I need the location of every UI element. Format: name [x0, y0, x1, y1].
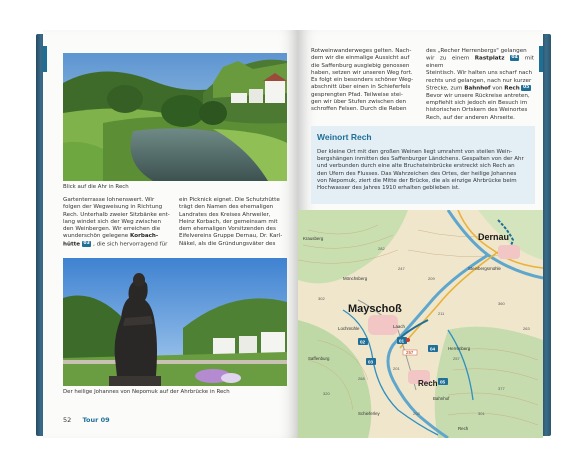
map-waypoint-03: 03	[368, 359, 374, 365]
text-line: Steintisch. Wir halten uns scharf nach	[426, 70, 533, 77]
text-line: Landrates des Kreises Ahrweiler,	[179, 211, 271, 218]
map-elevation: 247	[398, 266, 405, 271]
text-line: und verbunden durch eine alte Bruchsteinbrücke erstreckt sich Rech an	[317, 163, 515, 170]
text-line	[426, 55, 534, 70]
text-line: ein Picknick eignet. Die Schutzhütte	[179, 197, 280, 203]
map-elevation: 263	[523, 326, 530, 331]
waypoint-03-badge: 03	[83, 240, 90, 246]
map-road-257: 257	[406, 350, 414, 355]
map-waypoint-04: 04	[430, 346, 436, 352]
tour-label: Tour 09	[82, 416, 110, 424]
map-label-moenchsberg: Mönchsberg	[343, 276, 368, 281]
text-line	[426, 85, 534, 93]
text-line: Rech, auf der anderen Ahrseite.	[426, 114, 515, 121]
text-line: Gartenterrasse Iohnenswert. Wir	[63, 197, 155, 203]
map-elevation: 302	[318, 296, 325, 301]
info-box-text	[317, 149, 529, 192]
text-line: des „Recher Herrenbergs" gelangen	[426, 48, 527, 54]
text-line: rechts und gelangen, nach nur kurzer	[426, 77, 532, 84]
text-line: die Saffenburg ausgiebig genossen	[311, 62, 410, 69]
text-line: Hochwasser des Jahres 1910 erhalten geblieben ist.	[317, 185, 460, 192]
text-line: den Ufern des Flusses. Das Wahrzeichen des Ortes, der heilige Johannes	[317, 170, 517, 177]
text-line: Bevor wir unsere Rückreise antreten,	[426, 92, 530, 99]
text-line: von Nepomuk, ziert die Mitte der Brücke, die als einzige Ahrbrücke beim	[317, 177, 517, 184]
text-line	[63, 241, 171, 249]
text-line: Rech. Unterhalb zweier Sitzbänke ent-	[63, 211, 170, 218]
text-line: Eifelvereins Gruppe Dernau, Dr. Karl-	[179, 233, 283, 240]
map-label-laach: Laach	[393, 324, 405, 329]
topographic-map-svg	[298, 210, 543, 438]
text-line: dem wir die einmalige Aussicht auf	[311, 55, 410, 62]
text-line	[63, 233, 171, 240]
map-elevation: 282	[378, 246, 385, 251]
photo-ahr-river	[63, 53, 287, 181]
page-number: 52	[63, 416, 72, 424]
map-label-rech: Rech	[418, 379, 438, 388]
map-elevation: 201	[393, 366, 400, 371]
text-fragment: wunderschön gelegene	[63, 233, 130, 240]
text-line: Heinz Korbach, der gemeinsam mit	[179, 218, 278, 225]
map-elevation: 301	[478, 411, 485, 416]
map-start-point-icon	[406, 338, 410, 342]
text-line: Es folgt ein besonders schöner Weg-	[311, 77, 414, 84]
text-line: Der kleine Ort mit den großen Weinen liegt umrahmt von steilen Wein-	[317, 149, 512, 155]
rastplatz-label: Rastplatz	[474, 55, 505, 62]
map-waypoint-01: 01	[399, 338, 405, 344]
text-line: haben, setzen wir unseren Weg fort.	[311, 69, 413, 76]
map-elevation: 268	[358, 376, 365, 381]
text-line: schroffen Felsen. Durch die Reben	[311, 106, 407, 113]
map-elevation: 360	[498, 301, 505, 306]
photo-ahr-river-caption: Blick auf die Ahr in Rech	[63, 184, 129, 190]
photo-nepomuk-statue-image	[63, 258, 287, 386]
map-label-schieferley: Schieferley	[358, 411, 380, 416]
page-footer-left	[63, 416, 110, 424]
map-elevation: 209	[428, 276, 435, 281]
text-line: gen wir über Stufen zwischen den	[311, 99, 407, 106]
text-line: bergshängen inmitten des Saffenburger Ländchens. Gespalten von der Ahr	[317, 156, 524, 163]
text-fragment: wir zu einem	[426, 55, 475, 62]
map-label-bahnhof: Bahnhof	[433, 396, 450, 401]
right-page-text-column-2	[426, 48, 534, 122]
right-page	[298, 30, 543, 438]
map-label-mayschoss: Mayschoß	[348, 303, 402, 315]
text-line: folgen der Wegweisung in Richtung	[63, 204, 163, 211]
text-line: abschnitt über einen in Schieferfels	[311, 84, 411, 91]
bahnhof-label: Bahnhof	[464, 85, 491, 92]
left-page-text-column-2	[179, 197, 287, 248]
text-fragment: Strecke, zum	[426, 85, 465, 92]
info-box-title: Weinort Rech	[317, 132, 372, 142]
map-label-saffenburg: Saffenburg	[308, 356, 330, 361]
text-line: gesprengten Pfad. Teilweise stei-	[311, 91, 403, 98]
right-page-text-column-1	[311, 48, 419, 114]
photo-ahr-river-image	[63, 53, 287, 181]
map-label-steinbergsmuehle: Steinbergsmühle	[468, 266, 501, 271]
map-label-herrenberg: Herrenberg	[448, 346, 471, 351]
map-elevation: 377	[498, 386, 505, 391]
text-line: dem ehemaligen Vorsitzenden des	[179, 226, 276, 233]
text-line: Rotweinwanderweges gelten. Nach-	[311, 48, 412, 54]
text-fragment: mit einem	[426, 55, 534, 70]
photo-nepomuk-statue	[63, 258, 287, 386]
map-elevation: 320	[323, 391, 330, 396]
map-waypoint-05: 05	[440, 379, 446, 385]
text-line: historischen Ortskern des Weinortes	[426, 107, 528, 114]
left-page	[43, 30, 299, 438]
map-elevation: 257	[453, 356, 460, 361]
korbachhuette-name-part-2: hütte	[63, 241, 81, 248]
open-book	[36, 30, 551, 438]
topographic-map	[298, 210, 543, 438]
waypoint-04-badge: 04	[511, 55, 518, 61]
info-box-weinort-rech	[311, 126, 535, 204]
rech-label: Rech	[504, 85, 520, 92]
text-line: empfiehlt sich jedoch ein Besuch im	[426, 100, 528, 107]
left-page-tab-marker	[43, 46, 47, 72]
map-label-rech-small: Rech	[458, 426, 469, 431]
map-waypoint-02: 02	[360, 339, 366, 345]
text-fragment: , die sich hervorragend für	[91, 241, 168, 248]
map-elevation: 211	[438, 311, 445, 316]
map-label-lochmuehle: Lochmühle	[338, 326, 360, 331]
map-label-dernau: Dernau	[478, 232, 510, 242]
text-line: lang windet sich der Weg zwischen	[63, 218, 161, 225]
photo-nepomuk-caption: Der heilige Johannes von Nepomuk auf der Ahrbrücke in Rech	[63, 389, 230, 395]
map-label-krausberg: Krausberg	[303, 236, 324, 241]
waypoint-05-badge: 05	[522, 84, 530, 90]
map-elevation: 208	[413, 411, 420, 416]
text-line: trägt den Namen des ehemaligen	[179, 204, 274, 211]
text-fragment: von	[490, 85, 505, 92]
text-line: den Weinbergen. Wir erreichen die	[63, 226, 161, 233]
text-line: Näkel, als die Gründungsväter des	[179, 240, 276, 247]
right-page-tab-marker	[539, 46, 543, 72]
korbachhuette-name-part-1: Korbach-	[129, 233, 159, 240]
left-page-text-column-1	[63, 197, 171, 249]
